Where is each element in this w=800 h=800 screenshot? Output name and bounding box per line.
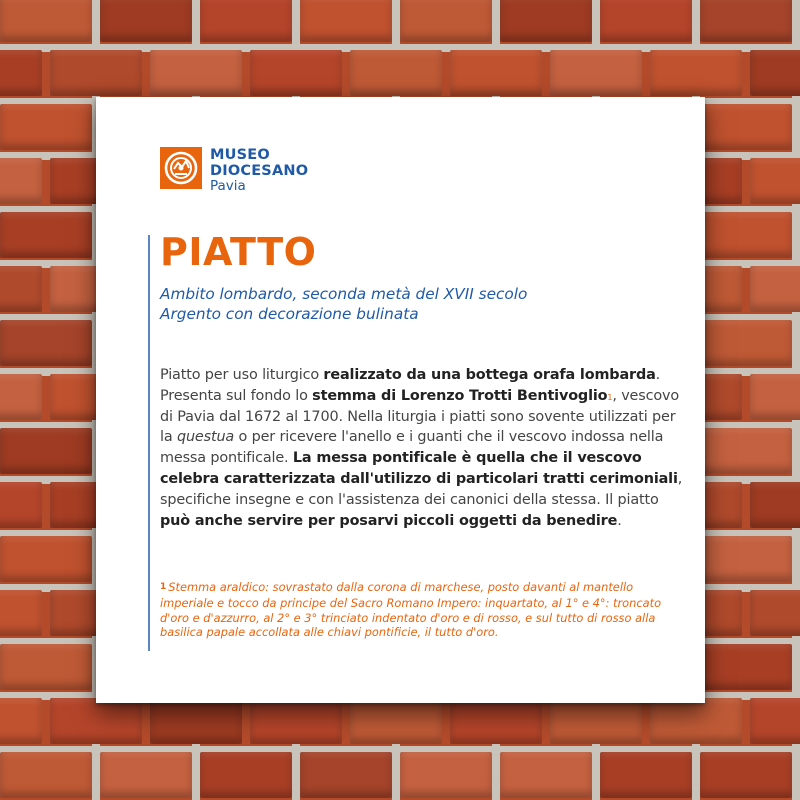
brick — [0, 644, 92, 690]
object-title: PIATTO — [160, 230, 317, 274]
brick — [450, 698, 542, 744]
brick — [0, 428, 92, 474]
footnote-text: Stemma araldico: sovrastato dalla corona di marchese, posto davanti al mantello imperiale e tocco da principe del Sacro Romano Impero: inquartato, al 1° e 4°: troncato d'oro e d'azzurro, al 2° e 3° trinciato indentato d'oro e di rosso, e sul tutto di rosso alla basilica papale accollata alle chiavi pontificie, il tutto d'oro. — [160, 580, 662, 639]
brick — [350, 50, 442, 96]
brick — [0, 590, 42, 636]
body-italic: questua — [176, 429, 235, 446]
brick — [700, 428, 792, 474]
brick — [0, 104, 92, 150]
body-bold: stemma di Lorenzo Trotti Bentivoglio — [312, 387, 608, 404]
brick — [0, 698, 42, 744]
body-text: , specifiche insegne e con l'assistenza dei canonici della stessa. Il piatto — [160, 470, 683, 508]
brick — [600, 0, 692, 42]
museum-emblem-icon — [160, 147, 202, 189]
brick — [650, 698, 742, 744]
body-text: . Presenta sul fondo lo — [160, 367, 661, 404]
brick — [600, 752, 692, 798]
brick — [200, 752, 292, 798]
brick — [0, 50, 42, 96]
brick — [400, 752, 492, 798]
museum-name — [210, 147, 308, 193]
brick — [0, 212, 92, 258]
brick — [0, 266, 42, 312]
brick — [700, 0, 792, 42]
brick — [700, 536, 792, 582]
brick — [750, 482, 800, 528]
brick — [450, 50, 542, 96]
brick — [700, 320, 792, 366]
brick — [50, 698, 142, 744]
body-text: , vescovo di Pavia dal 1672 al 1700. Nella liturgia i piatti sono sovente utilizzati per la — [160, 387, 680, 446]
brick — [500, 0, 592, 42]
brick — [250, 50, 342, 96]
brick — [750, 698, 800, 744]
brick-row — [0, 698, 800, 744]
body-text: o per ricevere l'anello e i guanti che il vescovo indossa nella messa pontificale. — [160, 429, 664, 467]
vertical-accent-rule — [148, 235, 150, 651]
subtitle-origin: Ambito lombardo, seconda metà del XVII secolo — [160, 285, 528, 303]
body-text: Piatto per uso liturgico — [160, 367, 324, 383]
brick — [750, 590, 800, 636]
brick — [300, 752, 392, 798]
brick — [150, 698, 242, 744]
body-bold: può anche servire per posarvi piccoli oggetti da benedire — [160, 512, 618, 529]
brick — [250, 698, 342, 744]
brick-row — [0, 50, 800, 96]
logo-line-museo: MUSEO — [210, 147, 270, 163]
body-bold: La messa pontificale è quella che il vescovo celebra caratterizzata dall'utilizzo di particolari tratti cerimoniali — [160, 450, 678, 487]
body-text: . — [617, 512, 622, 529]
logo-line-diocesano: DIOCESANO — [210, 163, 309, 179]
brick — [700, 752, 792, 798]
brick — [700, 104, 792, 150]
brick — [300, 0, 392, 42]
brick — [550, 698, 642, 744]
brick — [550, 50, 642, 96]
museum-logo — [160, 147, 308, 193]
museum-placard — [96, 97, 705, 703]
brick — [750, 374, 800, 420]
brick — [0, 536, 92, 582]
brick — [750, 266, 800, 312]
body-bold: realizzato da una bottega orafa lombarda — [323, 367, 656, 383]
brick — [350, 698, 442, 744]
brick-row — [0, 752, 800, 798]
footnote-reference: 1 — [607, 392, 613, 402]
brick — [0, 482, 42, 528]
brick — [100, 752, 192, 798]
brick — [0, 158, 42, 204]
brick-row — [0, 0, 800, 42]
brick — [750, 158, 800, 204]
brick — [700, 644, 792, 690]
brick — [0, 752, 92, 798]
footnote — [160, 580, 680, 639]
brick — [200, 0, 292, 42]
brick — [0, 0, 92, 42]
brick — [0, 374, 42, 420]
footnote-number: 1 — [160, 582, 167, 592]
subtitle-material: Argento con decorazione bulinata — [160, 305, 419, 323]
brick — [0, 320, 92, 366]
description-text — [160, 365, 690, 531]
brick — [650, 50, 742, 96]
brick — [400, 0, 492, 42]
brick — [700, 212, 792, 258]
brick — [50, 50, 142, 96]
brick — [500, 752, 592, 798]
brick — [750, 50, 800, 96]
brick — [100, 0, 192, 42]
logo-line-city: Pavia — [210, 178, 246, 194]
object-subtitle — [160, 284, 527, 324]
brick — [150, 50, 242, 96]
